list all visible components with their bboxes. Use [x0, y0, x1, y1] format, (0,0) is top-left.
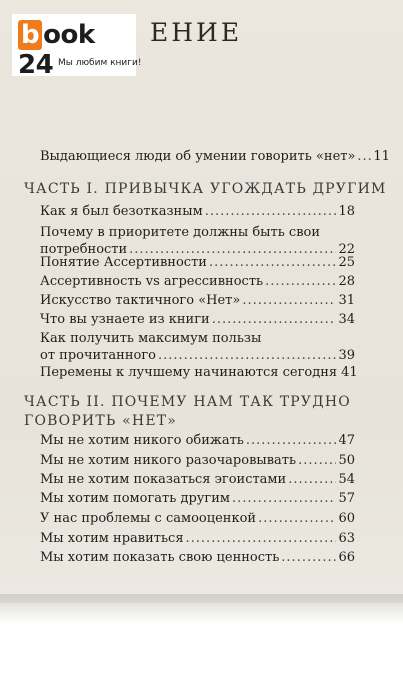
toc-entry-page: 41	[341, 365, 358, 380]
toc-entry-title: Как я был безотказным	[40, 204, 203, 219]
toc-entry-page: 57	[338, 491, 355, 506]
toc-entry-title: У нас проблемы с самооценкой	[40, 511, 257, 526]
toc-entry-page: 60	[338, 511, 355, 526]
toc-entry	[40, 432, 355, 449]
toc-entry	[40, 549, 355, 566]
toc-entry	[40, 148, 390, 165]
leader-dots	[298, 452, 336, 469]
leader-dots	[357, 148, 371, 165]
toc-entry-page: 22	[338, 242, 355, 257]
toc-entry-page: 47	[338, 433, 355, 448]
toc-entry-title: Выдающиеся люди об умении говорить «нет»	[40, 149, 356, 164]
toc-entry	[40, 490, 355, 507]
leader-dots	[288, 471, 336, 488]
leader-dots	[209, 254, 337, 271]
leader-dots	[246, 432, 337, 449]
logo-brand-text: ook 24	[18, 20, 95, 80]
toc-entry-title: Мы не хотим показаться эгоистами	[40, 472, 287, 487]
toc-entry-page: 25	[338, 255, 355, 270]
toc-entry-title: Искусство тактичного «Нет»	[40, 293, 241, 308]
part-2-title-line1: ЧАСТЬ II. ПОЧЕМУ НАМ ТАК ТРУДНО	[24, 394, 351, 410]
toc-entry-page: 34	[338, 312, 355, 327]
toc-entry-title: потребности	[40, 242, 128, 257]
page-shadow	[0, 594, 403, 624]
toc-entry-page: 54	[338, 472, 355, 487]
toc-entry-page: 28	[338, 274, 355, 289]
toc-entry-page: 18	[338, 204, 355, 219]
toc-entry	[40, 254, 355, 271]
toc-entry	[40, 273, 355, 290]
leader-dots	[232, 490, 336, 507]
toc-entry-title-line1: Почему в приоритете должны быть свои	[40, 225, 321, 240]
toc-entry-page: 66	[338, 550, 355, 565]
toc-entry	[40, 203, 355, 220]
leader-dots	[281, 549, 336, 566]
toc-entry-title-line1: Как получить максимум пользы	[40, 331, 262, 346]
toc-entry	[40, 471, 355, 488]
logo-b-mark: b	[18, 20, 42, 50]
toc-heading: ЕНИЕ	[150, 18, 243, 47]
toc-entry-page: 31	[338, 293, 355, 308]
toc-entry-title: Мы не хотим никого разочаровывать	[40, 453, 297, 468]
toc-entry	[40, 330, 355, 364]
toc-entry	[40, 311, 355, 328]
part-2-title	[24, 393, 351, 431]
leader-dots	[265, 273, 336, 290]
toc-entry-page: 39	[338, 348, 355, 363]
toc-entry	[40, 452, 355, 469]
toc-entry-page: 11	[373, 149, 390, 164]
toc-entry-title: от прочитанного	[40, 348, 156, 363]
leader-dots	[212, 311, 337, 328]
toc-entry-title: Мы хотим нравиться	[40, 531, 184, 546]
toc-entry-title: Перемены к лучшему начинаются сегодня	[40, 365, 338, 380]
toc-entry-page: 50	[338, 453, 355, 468]
toc-entry-title: Ассертивность vs агрессивность	[40, 274, 264, 289]
book24-logo[interactable]	[12, 14, 142, 80]
leader-dots	[186, 530, 337, 547]
toc-entry	[40, 510, 355, 527]
toc-entry	[40, 292, 355, 309]
leader-dots	[258, 510, 336, 527]
logo-tagline: Мы любим книги!	[58, 58, 142, 68]
leader-dots	[205, 203, 337, 220]
logo-wordmark	[18, 20, 136, 80]
toc-entry	[40, 364, 358, 381]
toc-entry-title: Что вы узнаете из книги	[40, 312, 210, 327]
part-2-title-line2: ГОВОРИТЬ «НЕТ»	[24, 413, 178, 429]
toc-entry-title: Мы хотим показать свою ценность	[40, 550, 280, 565]
toc-entry	[40, 530, 355, 547]
leader-dots	[158, 347, 336, 364]
part-1-title: ЧАСТЬ I. ПРИВЫЧКА УГОЖДАТЬ ДРУГИМ	[24, 181, 387, 197]
toc-entry-title: Понятие Ассертивности	[40, 255, 207, 270]
leader-dots	[242, 292, 336, 309]
toc-entry-title: Мы не хотим никого обижать	[40, 433, 244, 448]
toc-entry	[40, 224, 355, 258]
toc-entry-title: Мы хотим помогать другим	[40, 491, 231, 506]
toc-entry-page: 63	[338, 531, 355, 546]
